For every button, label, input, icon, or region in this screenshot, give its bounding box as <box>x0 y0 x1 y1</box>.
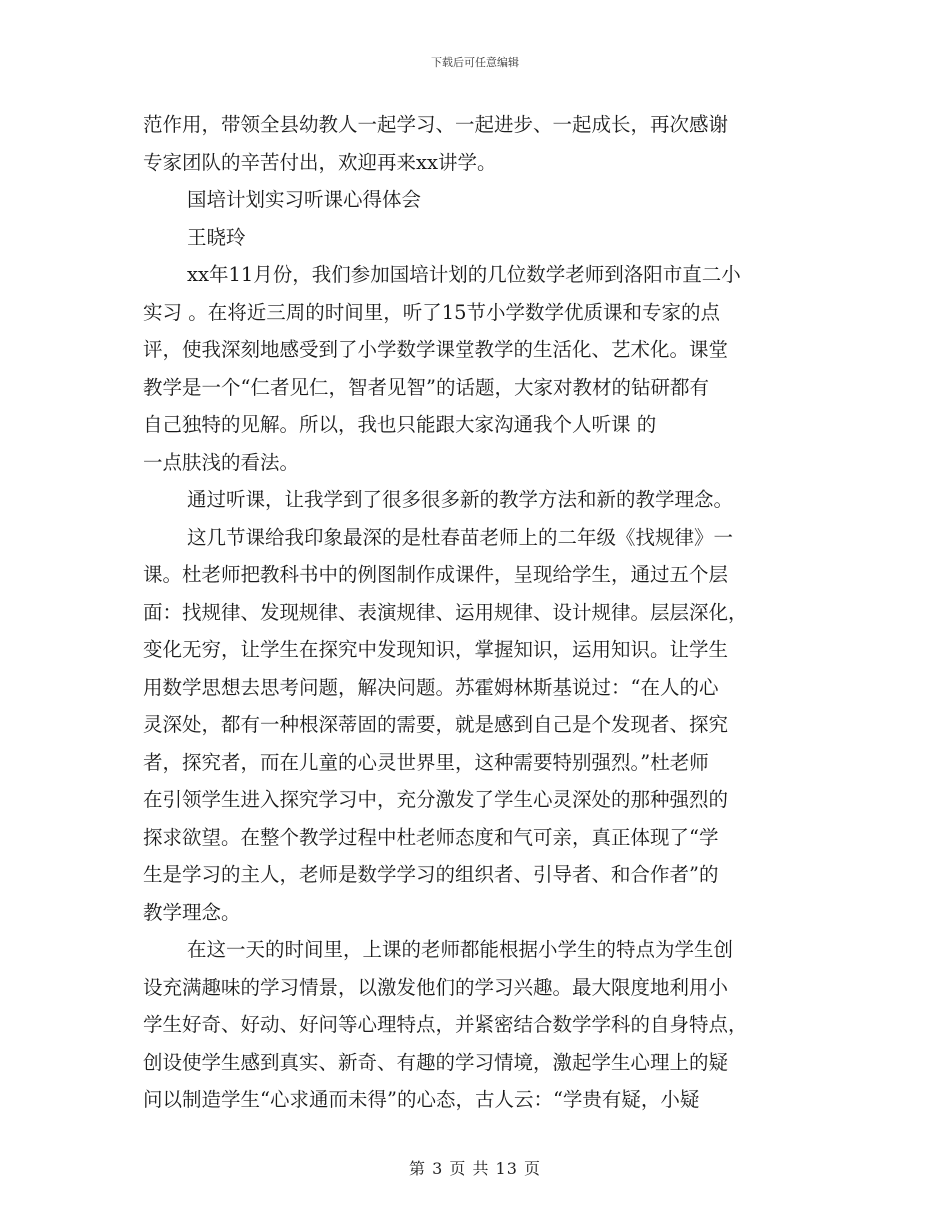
paragraph-line: 探求欲望。在整个教学过程中杜老师态度和气可亲，真正体现了“学 <box>143 825 719 849</box>
paragraph-line: 变化无穷，让学生在探究中发现知识，掌握知识，运用知识。让学生 <box>143 638 729 661</box>
document-body <box>143 106 808 1119</box>
paragraph-line: 用数学思想去思考问题，解决问题。苏霍姆林斯基说过：“在人的心 <box>143 675 719 699</box>
paragraph-line: 王晓玲 <box>187 225 246 249</box>
paragraph-line: 自己独特的见解。所以，我也只能跟大家沟通我个人听课 的 <box>143 413 657 436</box>
paragraph-line: 者，探究者，而在儿童的心灵世界里，这种需要特别强烈。”杜老师 <box>143 750 709 774</box>
paragraph-line: 教学是一个“仁者见仁，智者见智”的话题，大家对教材的钻研都有 <box>143 375 709 399</box>
paragraph-line: 创设使学生感到真实、新奇、有趣的学习情境，激起学生心理上的疑 <box>143 1050 729 1074</box>
paragraph-line: 专家团队的辛苦付出，欢迎再来xx讲学。 <box>143 150 497 174</box>
paragraph-line: 一点肤浅的看法。 <box>143 450 300 474</box>
paragraph-line: 生是学习的主人，老师是数学学习的组织者、引导者、和合作者”的 <box>143 863 719 886</box>
paragraph-line: 面：找规律、发现规律、表演规律、运用规律、设计规律。层层深化， <box>143 600 748 624</box>
paragraph-line: 在这一天的时间里，上课的老师都能根据小学生的特点为学生创 <box>187 938 734 961</box>
paragraph-line: 实习 。在将近三周的时间里，听了15节小学数学优质课和专家的点 <box>143 300 721 324</box>
header-note: 下载后可任意编辑 <box>431 56 519 69</box>
paragraph-line: 课。杜老师把教科书中的例图制作成课件，呈现给学生，通过五个层 <box>143 563 729 586</box>
paragraph-line: 评，使我深刻地感受到了小学数学课堂教学的生活化、艺术化。课堂 <box>143 338 729 361</box>
paragraph-line: 教学理念。 <box>143 900 241 924</box>
paragraph-line: 设充满趣味的学习情景，以激发他们的学习兴趣。最大限度地利用小 <box>143 975 729 999</box>
paragraph-line: xx年11月份，我们参加国培计划的几位数学老师到洛阳市直二小 <box>187 263 741 286</box>
paragraph-line: 国培计划实习听课心得体会 <box>187 188 422 211</box>
paragraph-line: 通过听课，让我学到了很多很多新的教学方法和新的教学理念。 <box>187 488 734 511</box>
paragraph-line: 范作用，带领全县幼教人一起学习、一起进步、一起成长，再次感谢 <box>143 113 729 136</box>
paragraph-line: 在引领学生进入探究学习中，充分激发了学生心灵深处的那种强烈的 <box>143 788 729 811</box>
paragraph-line: 问以制造学生“心求通而未得”的心态，古人云：“学贵有疑，小疑 <box>143 1088 700 1111</box>
page-number-footer: 第 3 页 共 13 页 <box>409 1159 541 1178</box>
paragraph-line: 学生好奇、好动、好问等心理特点，并紧密结合数学学科的自身特点， <box>143 1013 748 1036</box>
paragraph-line: 这几节课给我印象最深的是杜春苗老师上的二年级《找规律》一 <box>187 525 734 549</box>
paragraph-line: 灵深处，都有一种根深蒂固的需要，就是感到自己是个发现者、探究 <box>143 713 729 736</box>
